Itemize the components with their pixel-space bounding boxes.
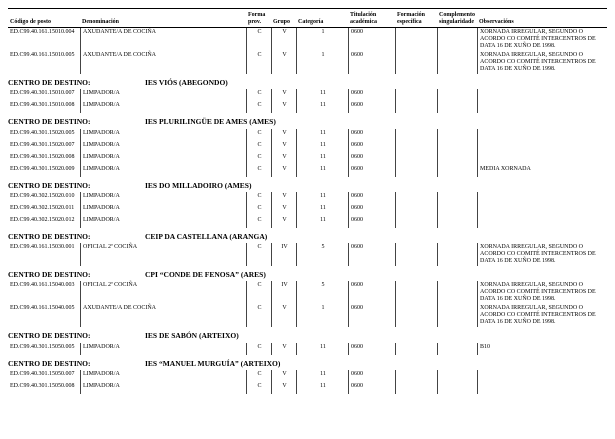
complemento-cell: [437, 165, 477, 177]
formacion-cell: [395, 370, 437, 382]
centro-destino-label: CENTRO DE DESTINO:: [8, 78, 91, 87]
centro-header: [8, 182, 607, 190]
observacions-cell: [477, 101, 605, 113]
categoria-cell: 5: [296, 281, 348, 304]
post-code-cell: ED.C99.40.302.15020.010: [10, 192, 75, 199]
centro-destino-label: CENTRO DE DESTINO:: [8, 231, 91, 241]
formacion-cell: [395, 382, 437, 394]
formacion-cell: [395, 101, 437, 113]
post-code-cell: ED.C99.40.302.15020.011: [10, 204, 75, 211]
forma-prov-cell: C: [246, 129, 271, 141]
post-row: [8, 192, 607, 204]
categoria-cell: 11: [296, 216, 348, 228]
grupo-cell: IV: [271, 281, 296, 304]
post-code-cell: ED.C99.40.301.15050.007: [10, 370, 75, 377]
centro-header: [8, 118, 607, 126]
titulacion-cell: 0600: [348, 204, 395, 216]
denomination-cell: LIMPADOR/A: [80, 129, 246, 141]
column-header-forma-prov: Forma prov.: [248, 12, 266, 26]
column-header-grupo: Grupo: [273, 19, 291, 26]
denomination-cell: OFICIAL 2ª COCIÑA: [80, 243, 246, 266]
complemento-cell: [437, 101, 477, 113]
formacion-cell: [395, 153, 437, 165]
observacions-cell: [477, 141, 605, 153]
titulacion-cell: 0600: [348, 141, 395, 153]
denomination-cell: AXUDANTE/A DE COCIÑA: [80, 51, 246, 74]
centro-name: CPI “CONDE DE FENOSA” (ARES): [145, 270, 266, 279]
centro-section: [8, 332, 607, 354]
forma-prov-cell: C: [246, 204, 271, 216]
grupo-cell: V: [271, 141, 296, 153]
complemento-cell: [437, 243, 477, 266]
grupo-cell: V: [271, 165, 296, 177]
denomination-cell: AXUDANTE/A DE COCIÑA: [80, 304, 246, 327]
post-code-cell: ED.C99.40.161.15010.005: [10, 52, 75, 58]
centro-destino-label: CENTRO DE DESTINO:: [8, 270, 91, 279]
forma-prov-cell: C: [246, 304, 271, 327]
post-row: [8, 101, 607, 113]
centro-rows: [8, 370, 607, 394]
grupo-cell: V: [271, 28, 296, 51]
centro-section: [8, 28, 607, 74]
categoria-cell: 1: [296, 28, 348, 51]
forma-prov-cell: C: [246, 89, 271, 101]
titulacion-cell: 0600: [348, 382, 395, 394]
centro-name: IES “MANUEL MURGUÍA” (ARTEIXO): [145, 358, 281, 368]
observacions-cell: [477, 216, 605, 228]
centro-name: IES PLURILINGÜE DE AMES (AMES): [145, 117, 276, 127]
denomination-cell: OFICIAL 2ª COCIÑA: [80, 281, 246, 304]
formacion-cell: [395, 192, 437, 204]
observacions-cell: [477, 153, 605, 165]
centro-section: [8, 271, 607, 327]
forma-prov-cell: C: [246, 28, 271, 51]
complemento-cell: [437, 28, 477, 51]
titulacion-cell: 0600: [348, 165, 395, 177]
titulacion-cell: 0600: [348, 370, 395, 382]
complemento-cell: [437, 343, 477, 355]
complemento-cell: [437, 89, 477, 101]
categoria-cell: 1: [296, 51, 348, 74]
post-row: [8, 281, 607, 304]
centro-name: IES DO MILLADOIRO (AMES): [145, 180, 252, 190]
post-code-cell: ED.C99.40.301.15020.005: [10, 129, 75, 136]
observacions-cell: XORNADA IRREGULAR, SEGUNDO O ACORDO CO COMITÉ INTERCENTROS DE DATA 16 DE XUÑO DE 1998.: [477, 304, 605, 327]
centro-name: IES DE SABÓN (ARTEIXO): [145, 331, 239, 341]
column-header-complemento: Complemento singularidade: [439, 12, 475, 26]
observacions-cell: XORNADA IRREGULAR, SEGUNDO O ACORDO CO COMITÉ INTERCENTROS DE DATA 16 DE XUÑO DE 1998.: [477, 51, 605, 74]
grupo-cell: V: [271, 204, 296, 216]
formacion-cell: [395, 216, 437, 228]
titulacion-cell: 0600: [348, 304, 395, 327]
categoria-cell: 11: [296, 343, 348, 355]
post-code-cell: ED.C99.40.301.15050.008: [10, 382, 75, 389]
denomination-cell: LIMPADOR/A: [80, 165, 246, 177]
column-header-formacion: Formación específica: [397, 12, 425, 26]
complemento-cell: [437, 204, 477, 216]
complemento-cell: [437, 382, 477, 394]
titulacion-cell: 0600: [348, 129, 395, 141]
observacions-cell: [477, 204, 605, 216]
formacion-cell: [395, 165, 437, 177]
titulacion-cell: 0600: [348, 243, 395, 266]
post-code-cell: ED.C99.40.301.15020.009: [10, 165, 75, 172]
forma-prov-cell: C: [246, 101, 271, 113]
formacion-cell: [395, 89, 437, 101]
centro-rows: [8, 243, 607, 266]
forma-prov-cell: C: [246, 382, 271, 394]
forma-prov-cell: C: [246, 141, 271, 153]
denomination-cell: LIMPADOR/A: [80, 382, 246, 394]
post-code-cell: ED.C99.40.301.15010.007: [10, 90, 75, 97]
categoria-cell: 11: [296, 89, 348, 101]
grupo-cell: V: [271, 343, 296, 355]
column-header-denomination: Denominación: [82, 19, 120, 26]
post-row: [8, 89, 607, 101]
post-row: [8, 216, 607, 228]
centro-section: [8, 233, 607, 266]
forma-prov-cell: C: [246, 216, 271, 228]
column-header-categoria: Categoría: [298, 19, 324, 26]
centro-header: [8, 79, 607, 87]
observacions-cell: XORNADA IRREGULAR, SEGUNDO O ACORDO CO COMITÉ INTERCENTROS DE DATA 16 DE XUÑO DE 1998.: [477, 28, 605, 51]
post-row: [8, 141, 607, 153]
formacion-cell: [395, 281, 437, 304]
formacion-cell: [395, 243, 437, 266]
complemento-cell: [437, 216, 477, 228]
post-code-cell: ED.C99.40.301.15050.005: [10, 343, 75, 350]
post-row: [8, 370, 607, 382]
post-row: [8, 382, 607, 394]
observacions-cell: B10: [477, 343, 605, 355]
complemento-cell: [437, 153, 477, 165]
denomination-cell: AXUDANTE/A DE COCIÑA: [80, 28, 246, 51]
post-row: [8, 343, 607, 355]
forma-prov-cell: C: [246, 370, 271, 382]
centro-header: [8, 233, 607, 241]
observacions-cell: [477, 89, 605, 101]
forma-prov-cell: C: [246, 165, 271, 177]
grupo-cell: V: [271, 89, 296, 101]
observacions-cell: [477, 129, 605, 141]
denomination-cell: LIMPADOR/A: [80, 101, 246, 113]
grupo-cell: V: [271, 370, 296, 382]
denomination-cell: LIMPADOR/A: [80, 204, 246, 216]
titulacion-cell: 0600: [348, 101, 395, 113]
grupo-cell: V: [271, 129, 296, 141]
denomination-cell: LIMPADOR/A: [80, 370, 246, 382]
categoria-cell: 11: [296, 165, 348, 177]
centro-rows: [8, 129, 607, 177]
posts-table: [8, 8, 607, 394]
complemento-cell: [437, 129, 477, 141]
grupo-cell: V: [271, 51, 296, 74]
titulacion-cell: 0600: [348, 192, 395, 204]
centro-destino-label: CENTRO DE DESTINO:: [8, 358, 91, 368]
denomination-cell: LIMPADOR/A: [80, 216, 246, 228]
categoria-cell: 11: [296, 370, 348, 382]
table-body: [8, 28, 607, 394]
post-code-cell: ED.C99.40.161.15040.005: [10, 305, 75, 312]
centro-destino-label: CENTRO DE DESTINO:: [8, 331, 91, 341]
forma-prov-cell: C: [246, 192, 271, 204]
centro-rows: [8, 343, 607, 355]
titulacion-cell: 0600: [348, 51, 395, 74]
grupo-cell: IV: [271, 243, 296, 266]
post-code-cell: ED.C99.40.301.15020.008: [10, 153, 75, 160]
centro-header: [8, 360, 607, 368]
centro-destino-label: CENTRO DE DESTINO:: [8, 180, 91, 190]
post-row: [8, 165, 607, 177]
centro-section: [8, 79, 607, 113]
formacion-cell: [395, 204, 437, 216]
denomination-cell: LIMPADOR/A: [80, 153, 246, 165]
categoria-cell: 11: [296, 129, 348, 141]
denomination-cell: LIMPADOR/A: [80, 141, 246, 153]
centro-header: [8, 271, 607, 279]
centro-section: [8, 182, 607, 228]
observacions-cell: [477, 192, 605, 204]
grupo-cell: V: [271, 216, 296, 228]
post-code-cell: ED.C99.40.302.15020.012: [10, 216, 75, 223]
post-row: [8, 129, 607, 141]
categoria-cell: 11: [296, 192, 348, 204]
post-code-cell: ED.C99.40.301.15010.008: [10, 102, 75, 109]
forma-prov-cell: C: [246, 51, 271, 74]
forma-prov-cell: C: [246, 153, 271, 165]
centro-rows: [8, 281, 607, 327]
post-row: [8, 51, 607, 74]
titulacion-cell: 0600: [348, 28, 395, 51]
formacion-cell: [395, 28, 437, 51]
categoria-cell: 1: [296, 304, 348, 327]
forma-prov-cell: C: [246, 343, 271, 355]
post-row: [8, 304, 607, 327]
table-header-row: [8, 8, 607, 28]
centro-section: [8, 360, 607, 394]
denomination-cell: LIMPADOR/A: [80, 343, 246, 355]
observacions-cell: XORNADA IRREGULAR, SEGUNDO O ACORDO CO COMITÉ INTERCENTROS DE DATA 16 DE XUÑO DE 1998.: [477, 281, 605, 304]
categoria-cell: 11: [296, 153, 348, 165]
post-row: [8, 204, 607, 216]
complemento-cell: [437, 192, 477, 204]
complemento-cell: [437, 51, 477, 74]
complemento-cell: [437, 141, 477, 153]
observacions-cell: XORNADA IRREGULAR, SEGUNDO O ACORDO CO COMITÉ INTERCENTROS DE DATA 16 DE XUÑO DE 1998.: [477, 243, 605, 266]
grupo-cell: V: [271, 304, 296, 327]
observacions-cell: MEDIA XORNADA: [477, 165, 605, 177]
centro-name: CEIP DA CASTELLANA (ARANGA): [145, 231, 268, 241]
grupo-cell: V: [271, 101, 296, 113]
post-code-cell: ED.C99.40.161.15030.001: [10, 244, 75, 250]
post-code-cell: ED.C99.40.161.15040.003: [10, 282, 75, 289]
post-code-cell: ED.C99.40.161.15010.004: [10, 29, 75, 35]
centro-rows: [8, 89, 607, 113]
forma-prov-cell: C: [246, 243, 271, 266]
forma-prov-cell: C: [246, 281, 271, 304]
complemento-cell: [437, 304, 477, 327]
categoria-cell: 11: [296, 101, 348, 113]
categoria-cell: 11: [296, 141, 348, 153]
formacion-cell: [395, 141, 437, 153]
titulacion-cell: 0600: [348, 216, 395, 228]
categoria-cell: 5: [296, 243, 348, 266]
post-row: [8, 153, 607, 165]
grupo-cell: V: [271, 153, 296, 165]
formacion-cell: [395, 129, 437, 141]
complemento-cell: [437, 281, 477, 304]
centro-section: [8, 118, 607, 176]
formacion-cell: [395, 304, 437, 327]
titulacion-cell: 0600: [348, 153, 395, 165]
categoria-cell: 11: [296, 204, 348, 216]
centro-rows: [8, 192, 607, 228]
post-code-cell: ED.C99.40.301.15020.007: [10, 141, 75, 148]
observacions-cell: [477, 382, 605, 394]
centro-name: IES VIÓS (ABEGONDO): [145, 78, 228, 87]
denomination-cell: LIMPADOR/A: [80, 192, 246, 204]
formacion-cell: [395, 51, 437, 74]
column-header-observacions: Observacións: [479, 19, 514, 26]
post-row: [8, 28, 607, 51]
grupo-cell: V: [271, 192, 296, 204]
titulacion-cell: 0600: [348, 281, 395, 304]
categoria-cell: 11: [296, 382, 348, 394]
grupo-cell: V: [271, 382, 296, 394]
formacion-cell: [395, 343, 437, 355]
denomination-cell: LIMPADOR/A: [80, 89, 246, 101]
column-header-code: Código de posto: [10, 19, 52, 26]
centro-header: [8, 332, 607, 340]
centro-rows: [8, 28, 607, 74]
post-row: [8, 243, 607, 266]
complemento-cell: [437, 370, 477, 382]
observacions-cell: [477, 370, 605, 382]
titulacion-cell: 0600: [348, 89, 395, 101]
column-header-titulacion: Titulación académica: [350, 12, 377, 26]
titulacion-cell: 0600: [348, 343, 395, 355]
centro-destino-label: CENTRO DE DESTINO:: [8, 117, 91, 127]
